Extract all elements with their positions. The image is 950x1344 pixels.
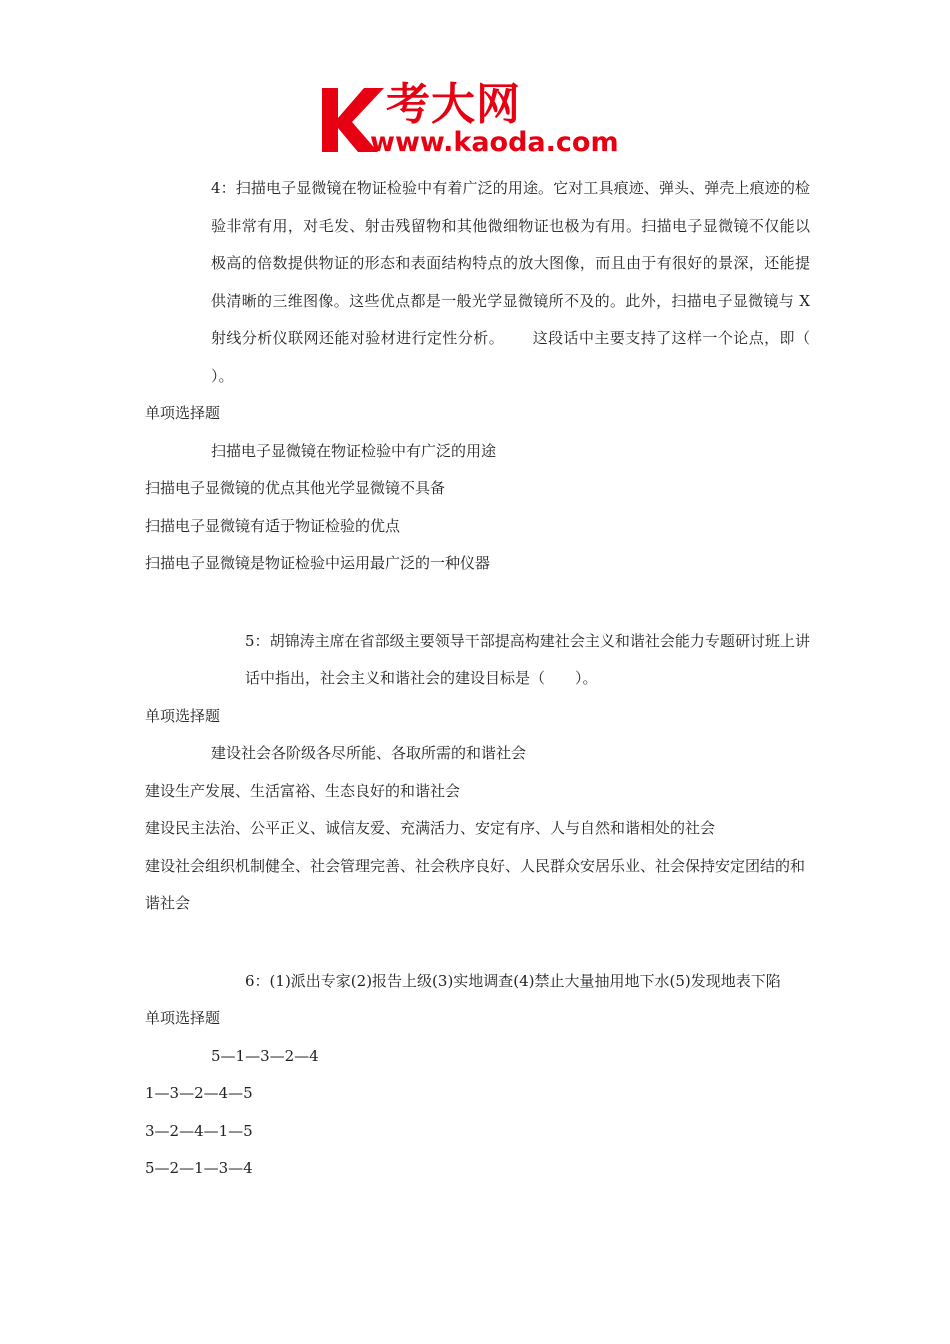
question-type: 单项选择题 bbox=[145, 1009, 221, 1027]
option-c: 建设民主法治、公平正义、诚信友爱、充满活力、安定有序、人与自然和谐相处的社会 bbox=[145, 819, 716, 837]
logo-brand-text: 考大网 bbox=[386, 79, 521, 130]
question-text: (1)派出专家(2)报告上级(3)实地调查(4)禁止大量抽用地下水(5)发现地表下陷 bbox=[269, 971, 781, 990]
question-type: 单项选择题 bbox=[145, 706, 221, 725]
option-b: 建设生产发展、生活富裕、生态良好的和谐社会 bbox=[145, 781, 461, 800]
question-text: 扫描电子显微镜在物证检验中有着广泛的用途。它对工具痕迹、弹头、弹壳上痕迹的检验非常有用，对毛发、射击残留物和其他微细物证也极为有用。扫描电子显微镜不仅能以极高的倍数提供物证的形态和表面结构特点的放大图像，而且由于有很好的景深，还能提供清晰的三维图像。这些优点都是一般光学显微镜所不及的。此外，扫描电子显微镜与 X 射线分析仪联网还能对验材进行定性分析。 这段话中主要支持了这样一个论点，即（ ）。 bbox=[211, 179, 810, 385]
document-body bbox=[145, 170, 810, 1228]
option-c: 3—2—4—1—5 bbox=[145, 1121, 253, 1140]
question-number: 4： bbox=[211, 179, 236, 197]
question-type: 单项选择题 bbox=[145, 404, 221, 422]
question-5 bbox=[145, 623, 810, 923]
option-d: 扫描电子显微镜是物证检验中运用最广泛的一种仪器 bbox=[145, 554, 491, 572]
option-c: 扫描电子显微镜有适于物证检验的优点 bbox=[145, 516, 401, 535]
question-6 bbox=[145, 963, 810, 1188]
question-text: 胡锦涛主席在省部级主要领导干部提高构建社会主义和谐社会能力专题研讨班上讲话中指出，社会主义和谐社会的建设目标是（ ）。 bbox=[245, 631, 810, 687]
question-number: 6： bbox=[245, 971, 270, 990]
option-b: 扫描电子显微镜的优点其他光学显微镜不具备 bbox=[145, 479, 446, 497]
option-a: 建设社会各阶级各尽所能、各取所需的和谐社会 bbox=[211, 744, 527, 762]
question-stem bbox=[145, 963, 810, 1001]
question-stem bbox=[145, 623, 810, 698]
question-stem bbox=[145, 170, 810, 395]
option-b: 1—3—2—4—5 bbox=[145, 1084, 253, 1102]
option-a: 5—1—3—2—4 bbox=[211, 1046, 319, 1065]
question-4 bbox=[145, 170, 810, 583]
option-a: 扫描电子显微镜在物证检验中有广泛的用途 bbox=[211, 441, 497, 460]
logo-url-text: www.kaoda.com bbox=[370, 127, 619, 158]
question-number: 5： bbox=[245, 631, 270, 650]
option-d: 5—2—1—3—4 bbox=[145, 1159, 253, 1177]
kaoda-logo bbox=[318, 80, 640, 160]
option-d: 建设社会组织机制健全、社会管理完善、社会秩序良好、人民群众安居乐业、社会保持安定团结的和谐社会 bbox=[145, 856, 806, 912]
